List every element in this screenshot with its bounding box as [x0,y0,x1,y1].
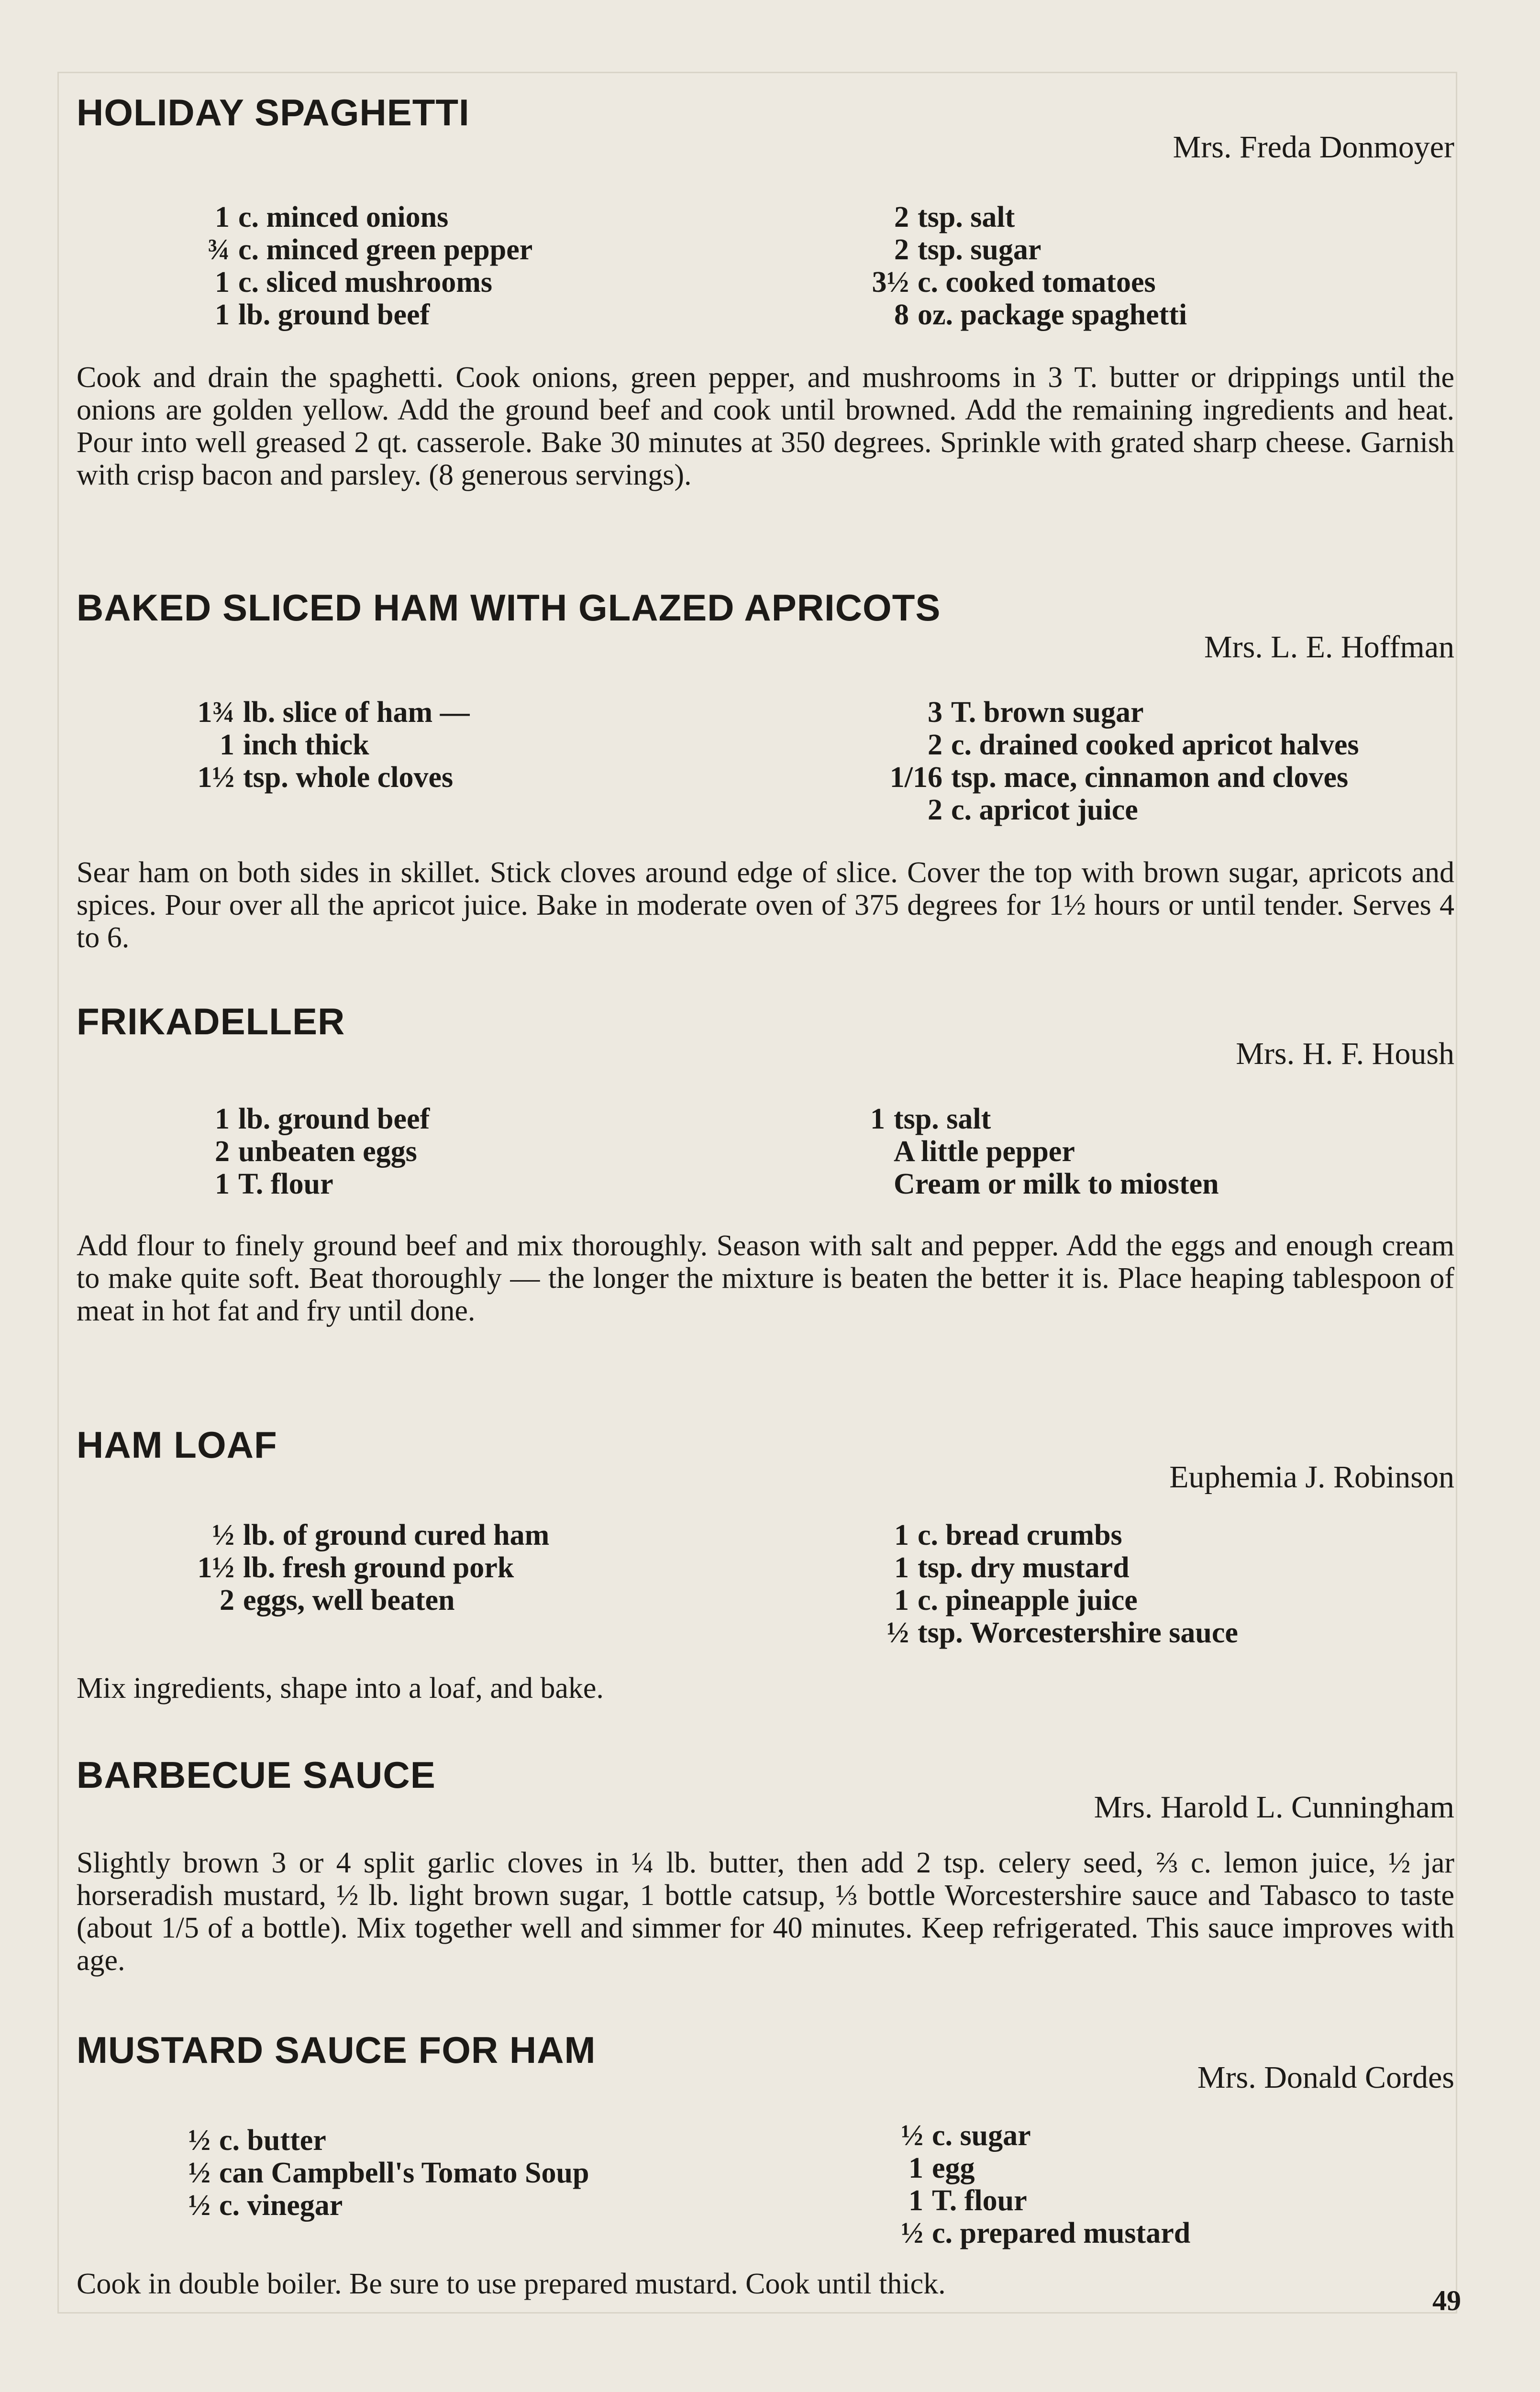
recipe-holiday-spaghetti [77,91,1454,531]
recipe-title: MUSTARD SAUCE FOR HAM [77,2029,596,2071]
recipe-mustard-sauce [77,2028,1454,2315]
page-number: 49 [1432,2285,1461,2316]
recipe-title: BARBECUE SAUCE [77,1754,436,1796]
ingredient: ¾ c. minced green pepper [207,233,533,266]
ingredients-right [856,1103,1219,1200]
ingredient: ½ c. butter [188,2124,326,2157]
recipe-instructions: Cook and drain the spaghetti. Cook onions, green pepper, and mushrooms in 3 T. butter or drippings until the onions are golden yellow. Add the ground beef and cook until browned. Add the remaining ingredients and heat. Pour into well greased 2 qt. casserole. Bake 30 minutes at 350 degrees. Sprinkle with grated sharp cheese. Garnish with crisp bacon and parsley. (8 generous servings). [77,361,1454,491]
ingredient: Cream or milk to miosten [894,1168,1219,1200]
ingredient: 1 egg [908,2152,975,2184]
ingredient: 2 c. apricot juice [928,794,1138,826]
ingredient: A little pepper [894,1135,1075,1168]
recipe-author: Euphemia J. Robinson [1169,1460,1454,1495]
ingredient: 1 tsp. salt [870,1103,991,1135]
ingredient: 8 oz. package spaghetti [894,299,1187,331]
ingredient: 1½ lb. fresh ground pork [197,1551,514,1584]
recipe-author: Mrs. H. F. Housh [1236,1036,1454,1071]
ingredient: 1 c. sliced mushrooms [215,266,493,299]
ingredient: ½ c. prepared mustard [901,2217,1191,2249]
ingredients-right [856,201,1187,331]
ingredient: 1 lb. ground beef [215,1103,430,1135]
recipe-author: Mrs. Harold L. Cunningham [1094,1790,1454,1825]
ingredient: 1/16 tsp. mace, cinnamon and cloves [889,761,1349,794]
ingredient: 1 T. flour [215,1168,333,1200]
ingredients-left [187,1519,549,1617]
ingredient: 1½ tsp. whole cloves [197,761,454,794]
recipe-instructions: Mix ingredients, shape into a loaf, and bake. [77,1672,604,1705]
recipe-author: Mrs. Donald Cordes [1197,2060,1454,2095]
recipe-title: BAKED SLICED HAM WITH GLAZED APRICOTS [77,587,941,629]
recipe-author: Mrs. L. E. Hoffman [1204,630,1454,664]
ingredients-left [182,201,532,331]
ingredient: 2 unbeaten eggs [215,1135,417,1168]
ingredient: 2 tsp. sugar [894,233,1041,266]
ingredients-right [861,696,1359,826]
recipe-title: FRIKADELLER [77,1000,345,1042]
ingredient: 2 c. drained cooked apricot halves [928,729,1359,761]
recipe-author: Mrs. Freda Donmoyer [1173,130,1454,165]
recipe-baked-sliced-ham [77,586,1454,954]
ingredient: 1 c. pineapple juice [894,1584,1138,1617]
ingredient: 2 eggs, well beaten [220,1584,455,1617]
recipe-ham-loaf [77,1423,1454,1710]
recipe-instructions: Sear ham on both sides in skillet. Stick cloves around edge of slice. Cover the top with brown sugar, apricots and spices. Pour over all the apricot juice. Bake in moderate oven of 375 degrees for 1½ hours or until tender. Serves 4 to 6. [77,856,1454,954]
ingredients-right [861,1519,1238,1649]
recipe-title: HOLIDAY SPAGHETTI [77,91,470,133]
ingredient: 1 lb. ground beef [215,299,430,331]
ingredient: 1 T. flour [908,2184,1027,2217]
recipe-barbecue-sauce [77,1753,1454,1993]
ingredient: 2 tsp. salt [894,201,1015,233]
recipe-instructions: Slightly brown 3 or 4 split garlic cloves in ¼ lb. butter, then add 2 tsp. celery seed, ⅔ c. lemon juice, ½ jar horseradish mustard, ½ lb. light brown sugar, 1 bottle catsup, ⅓ bottle Worcestershire sauce and Tabasco to taste (about 1/5 of a bottle). Mix together well and simmer for 40 minutes. Keep refrigerated. This sauce improves with age. [77,1847,1454,1977]
recipe-instructions: Add flour to finely ground beef and mix thoroughly. Season with salt and pepper. Add the eggs and enough cream to make quite soft. Beat thoroughly — the longer the mixture is beaten the better it is. Place heaping tablespoon of meat in hot fat and fry until done. [77,1229,1454,1327]
ingredients-right [899,2119,1190,2249]
ingredient: ½ c. sugar [901,2119,1031,2152]
ingredients-left [182,1103,430,1200]
ingredient: 3½ c. cooked tomatoes [872,266,1156,299]
recipe-title: HAM LOAF [77,1424,277,1466]
recipe-instructions: Cook in double boiler. Be sure to use prepared mustard. Cook until thick. [77,2268,946,2300]
ingredient: ½ lb. of ground cured ham [212,1519,550,1551]
ingredient: ½ can Campbell's Tomato Soup [188,2157,589,2189]
ingredients-left [187,2124,589,2222]
ingredient: ½ c. vinegar [188,2189,343,2222]
ingredient: 1 inch thick [220,729,369,761]
ingredient: 3 T. brown sugar [928,696,1144,729]
ingredient: ½ tsp. Worcestershire sauce [886,1617,1238,1649]
ingredient: 1¾ lb. slice of ham — [197,696,470,729]
recipe-frikadeller [77,1000,1454,1373]
ingredient: 1 c. minced onions [215,201,449,233]
ingredient: 1 tsp. dry mustard [894,1551,1130,1584]
ingredient: 1 c. bread crumbs [894,1519,1122,1551]
ingredients-left [187,696,470,794]
